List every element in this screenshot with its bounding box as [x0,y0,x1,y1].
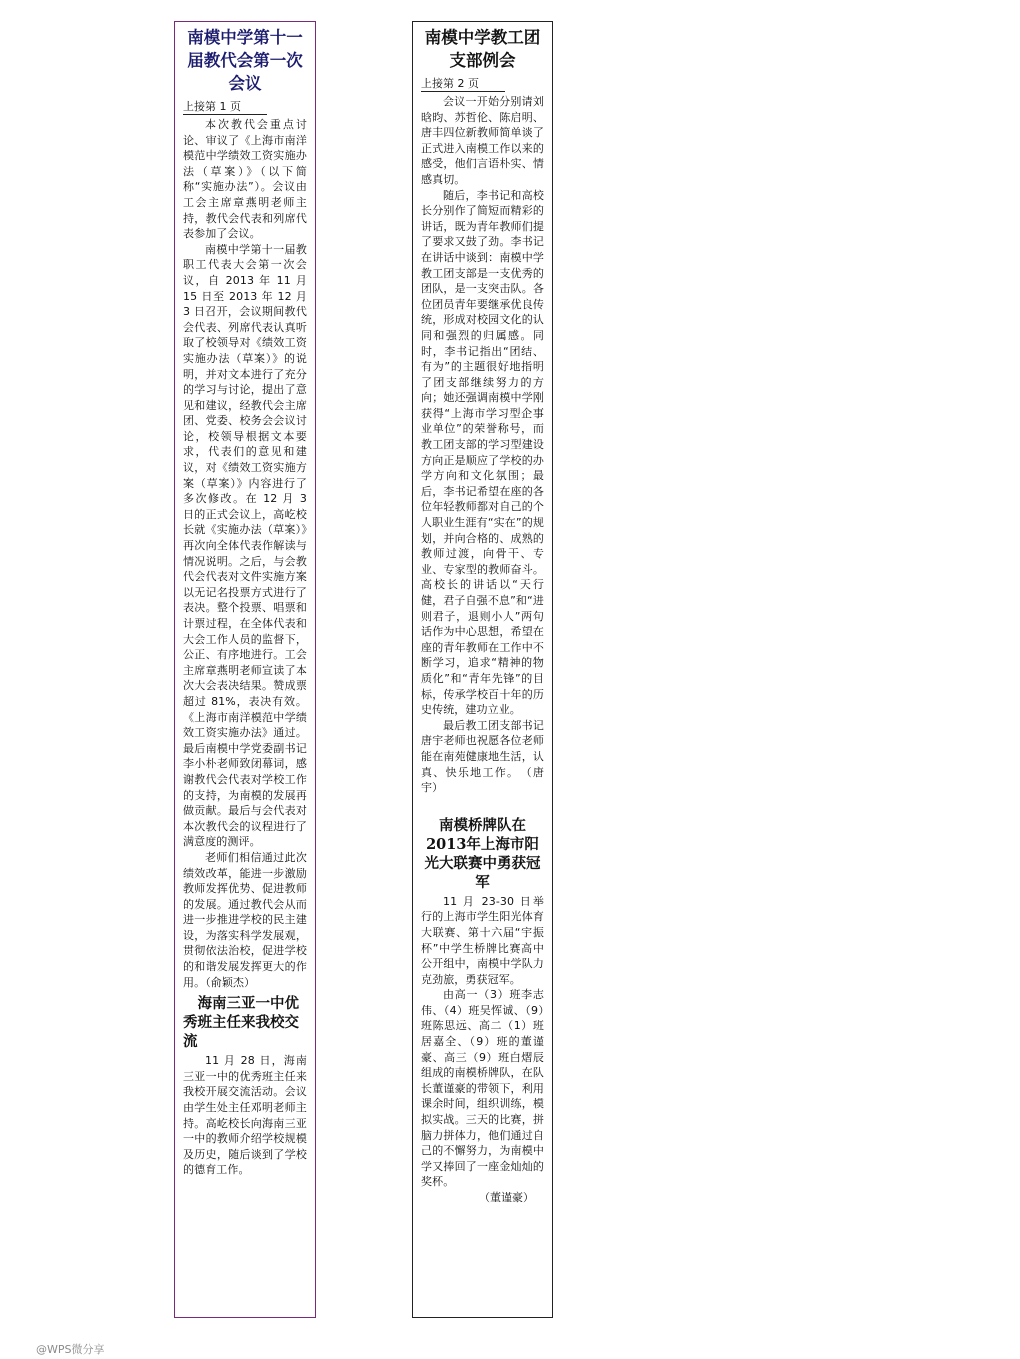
left-sub-headline: 海南三亚一中优秀班主任来我校交流 [183,995,299,1051]
left-continued-note: 上接第 1 页 [183,100,267,115]
right-sub-headline: 南模桥牌队在2013年上海市阳光大联赛中勇获冠军 [424,816,541,891]
right-sub-paragraph-1: 11 月 23-30 日举行的上海市学生阳光体育大联赛、第十六届“宇振杯”中学生桥牌比赛高中公开组中，南模中学队力克劲旅，勇获冠军。 [421,894,544,986]
left-paragraph-3: 老师们相信通过此次绩效改革，能进一步激励教师发挥优势、促进教师的发展。通过教代会从而进一步推进学校的民主建设，为落实科学发展观，贯彻依法治校，促进学校的和谐发展发挥更大的作用。（俞颖杰） [183,850,307,989]
left-sub-paragraph-1: 11 月 28 日，海南三亚一中的优秀班主任来我校开展交流活动。会议由学生处主任邓明老师主持。高屹校长向海南三亚一中的教师介绍学校规模及历史，随后谈到了学校的德育工作。 [183,1054,307,1177]
left-paragraph-1: 本次教代会重点讨论、审议了《上海市南洋模范中学绩效工资实施办法（草案）》（以下简称“实施办法”）。会议由工会主席章燕明老师主持，教代会代表和列席代表参加了会议。 [183,118,307,241]
right-continued-note: 上接第 2 页 [421,77,505,92]
wps-watermark: @WPS微分享 [36,1343,105,1356]
right-headline: 南模中学教工团支部例会 [424,28,541,70]
left-article-column [174,21,316,1318]
left-paragraph-2: 南模中学第十一届教职工代表大会第一次会议，自 2013 年 11 月 15 日至 2013 年 12 月 3 日召开，会议期间教代会代表、列席代表认真听取了校领导对《绩效工资实施办法（草案）》的说明，并对文本进行了充分的学习与讨论，提出了意见和建议，经教代会主席团、党委、校务会会议讨论，校领导根据文本要求，代表们的意见和建议，对《绩效工资实施方案（草案）》内容进行了多次修改。在 12 月 3 日的正式会议上，高屹校长就《实施办法（草案）》再次向全体代表作解读与情况说明。之后，与会教代会代表对文件实施方案以无记名投票方式进行了表决。整个投票、唱票和计票过程，在全体代表和大会工作人员的监督下，公正、有序地进行。工会主席章燕明老师宣读了本次大会表决结果。赞成票超过 81%，表决有效。《上海市南洋模范中学绩效工资实施办法》通过。最后南模中学党委副书记李小朴老师致闭幕词，感谢教代会代表对学校工作的支持，为南模的发展再做贡献。最后与会代表对本次教代会的议程进行了满意度的测评。 [183,242,307,849]
right-sub-paragraph-2: 由高一（3）班李志伟、（4）班吴恽诚、（9）班陈思远、高二（1）班居嘉全、（9）班的董谨豪、高三（9）班白熠辰组成的南模桥牌队，在队长董谨豪的带领下，利用课余时间，组织训练，模拟实战。三天的比赛，拼脑力拼体力，他们通过自己的不懈努力，为南模中学又捧回了一座金灿灿的奖杯。 [421,988,544,1189]
right-paragraph-1: 会议一开始分别请刘晗昀、苏哲伦、陈启明、唐丰四位新教师简单谈了正式进入南模工作以来的感受，他们言语朴实、情感真切。 [421,95,544,186]
right-paragraph-2: 随后，李书记和高校长分别作了简短而精彩的讲话，既为青年教师们提了要求又鼓了劲。李书记在讲话中谈到：南模中学教工团支部是一支优秀的团队，是一支突击队。各位团员青年要继承优良传统，形成对校园文化的认同和强烈的归属感。同时，李书记指出“团结、有为”的主题很好地指明了团支部继续努力的方向；她还强调南模中学刚获得“上海市学习型企事业单位”的荣誉称号，而教工团支部的学习型建设方向正是顺应了学校的办学方向和文化氛围；最后，李书记希望在座的各位年轻教师都对自己的个人职业生涯有“实在”的规划，并向合格的、成熟的教师过渡，向骨干、专业、专家型的教师奋斗。高校长的讲话以“天行健，君子自强不息”和“进则君子，退则小人”两句话作为中心思想，希望在座的青年教师在工作中不断学习，追求“精神的物质化”和“青年先锋”的目标，传承学校百十年的历史传统，建功立业。 [421,188,544,717]
right-article-column [412,21,553,1318]
left-headline: 南模中学第十一届教代会第一次会议 [187,28,303,93]
right-paragraph-3: 最后教工团支部书记唐宇老师也祝愿各位老师能在南苑健康地生活，认真、快乐地工作。 （唐宇） [421,718,544,795]
right-signature: （董谨豪） [479,1191,534,1204]
